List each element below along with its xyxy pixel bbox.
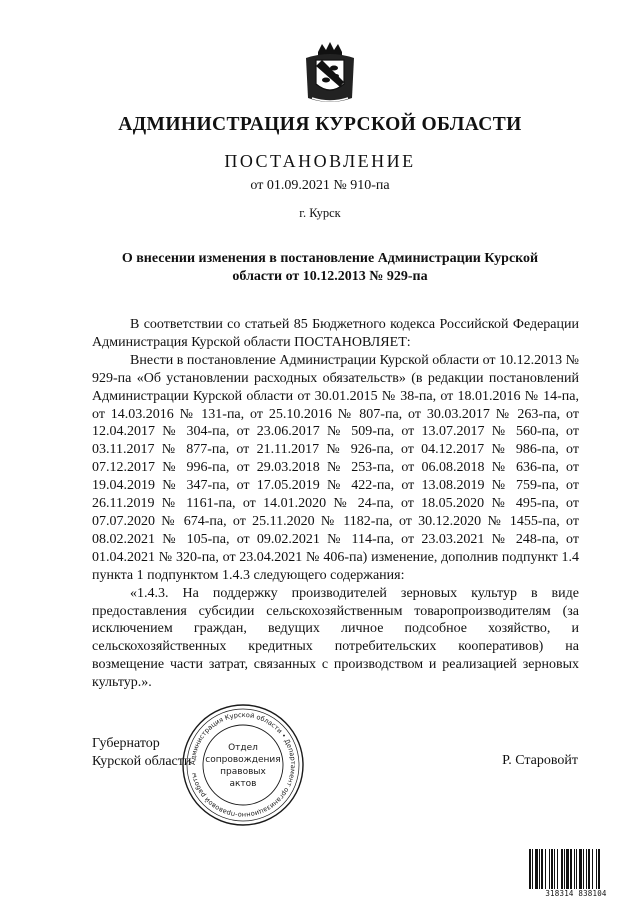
stamp-line-4: актов — [229, 779, 257, 789]
official-stamp — [180, 702, 306, 828]
document-date-number: от 01.09.2021 № 910-па — [250, 178, 390, 193]
body-paragraph: Внести в постановление Администрации Курской области от 10.12.2013 № 929-па «Об установлении расходных обязательств» (в редакции постановлений Администрации Курской области от 30.01.2015 № 38-па, от 18.01.2016 № 14-па, от 14.03.2016 № 131-па, от 25.10.2016 № 807-па, от 30.03.2017 № 263-па, от 12.04.2017 № 304-па, от 23.06.2017 № 509-па, от 13.07.2017 № 560-па, от 03.11.2017 № 877-па, от 21.11.2017 № 926-па, от 04.12.2017 № 986-па, от 07.12.2017 № 996-па, от 29.03.2018 № 253-па, от 06.08.2018 № 636-па, от 19.04.2019 № 347-па, от 17.05.2019 № 422-па, от 13.08.2019 № 759-па, от 26.11.2019 № 1161-па, от 14.01.2020 № 24-па, от 18.05.2020 № 495-па, от 07.07.2020 № 674-па, от 25.11.2020 № 1182-па, от 30.12.2020 № 1455-па, от 08.02.2021 № 105-па, от 09.02.2021 № 114-па, от 23.03.2021 № 248-па, от 01.04.2021 № 320-па, от 23.04.2021 № 406-па) изменение, дополнив подпункт 1.4 пункта 1 подпунктом 1.4.3 следующего содержания: — [92, 352, 579, 583]
barcode-icon — [529, 849, 623, 889]
subject-line-1: О внесении изменения в постановление Администрации Курской — [121, 251, 539, 266]
document-subject — [100, 250, 560, 286]
coat-of-arms-icon — [304, 40, 356, 106]
signer-position — [92, 735, 191, 771]
signer-position-line-1: Губернатор — [92, 736, 160, 751]
stamp-line-3: правовых — [220, 767, 266, 777]
stamp-ring-text: Администрация Курской области • Департамент организационно-правовой работы — [188, 710, 298, 820]
barcode-number: 318314 838104 — [545, 889, 607, 898]
subject-line-2: области от 10.12.2013 № 929-па — [232, 269, 428, 284]
body-paragraph: В соответствии со статьей 85 Бюджетного кодекса Российской Федерации Администрация Курской области ПОСТАНОВЛЯЕТ: — [92, 317, 579, 350]
stamp-line-2: сопровождения — [205, 755, 281, 765]
signer-name: Р. Старовойт — [502, 753, 578, 768]
signer-position-line-2: Курской области — [92, 753, 192, 769]
document-body — [92, 316, 579, 692]
document-type: ПОСТАНОВЛЕНИЕ — [224, 151, 416, 171]
body-paragraph-quote: «1.4.3. На поддержку производителей зерновых культур в виде предоставления субсидии сельскохозяйственным товаропроизводителям (за исключением граждан, ведущих личное подсобное хозяйство, и сельскохозяйственных кредитных потребительских кооперативов) на возмещение части затрат, связанных с производством и реализацией зерновых культур.». — [92, 585, 579, 691]
stamp-line-1: Отдел — [228, 743, 258, 753]
organization-title: АДМИНИСТРАЦИЯ КУРСКОЙ ОБЛАСТИ — [118, 114, 522, 135]
document-city: г. Курск — [299, 206, 341, 220]
